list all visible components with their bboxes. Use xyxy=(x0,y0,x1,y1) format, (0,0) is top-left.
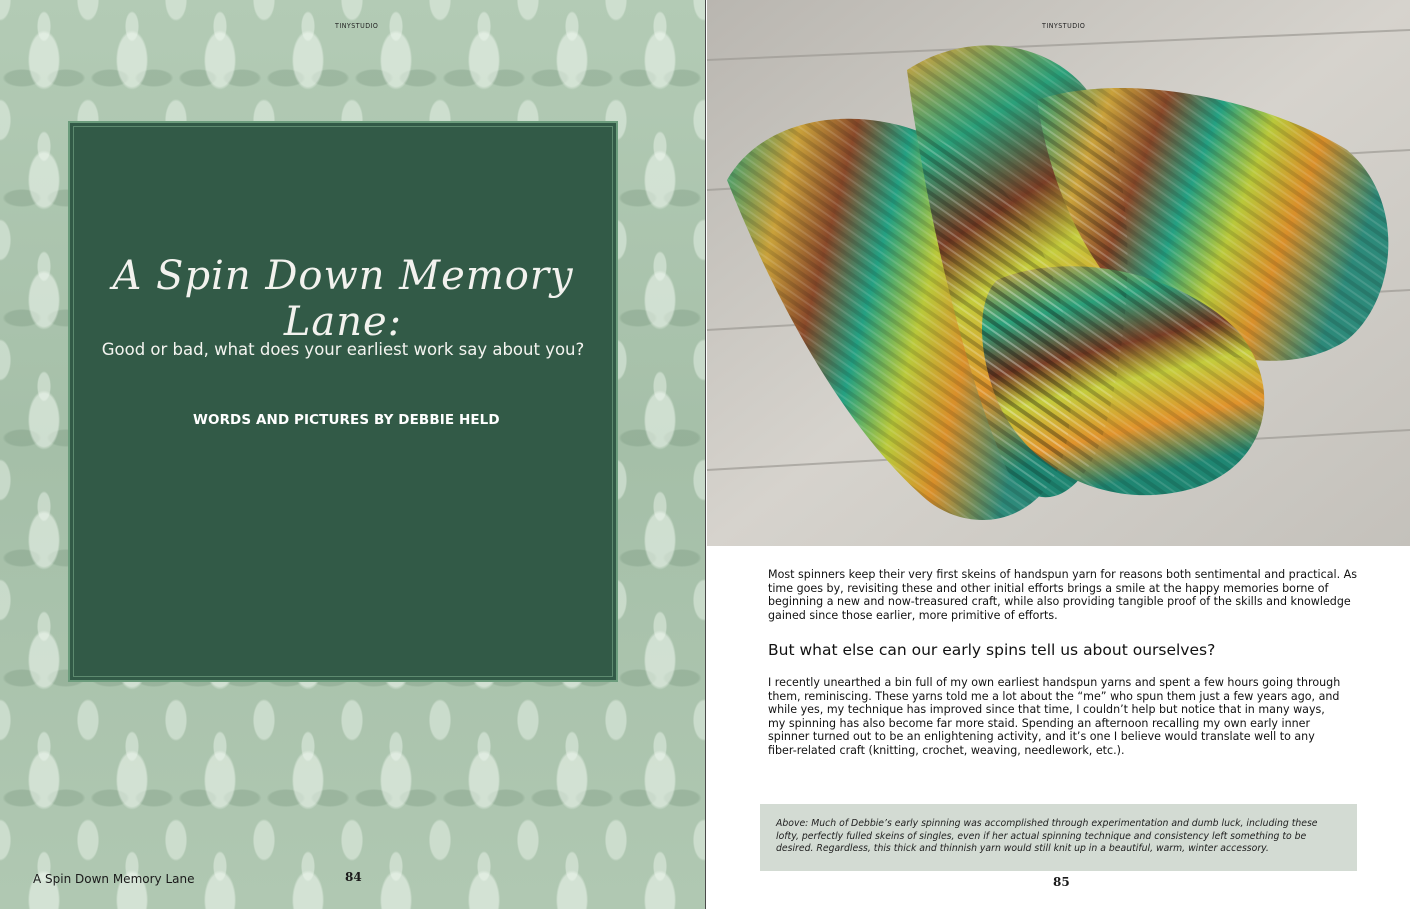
article-title: A Spin Down Memory Lane: xyxy=(112,253,574,345)
yarn-photo-image xyxy=(707,0,1410,546)
byline: WORDS AND PICTURES BY DEBBIE HELD xyxy=(193,412,500,428)
photo-caption: Above: Much of Debbie’s early spinning was accomplished through experimentation and dumb luck, including these lofty, perfectly fulled skeins of singles, even if her actual spinning technique and consistency left something to be desired. Regardless, this thick and thinnish yarn would still knit up in a beautiful, warm, winter accessory. xyxy=(776,818,1318,855)
page-header-label-right: TINYSTUDIO xyxy=(1042,22,1086,30)
title-box xyxy=(68,121,618,682)
section-heading: But what else can our early spins tell us about ourselves? xyxy=(768,641,1216,659)
page-number-right: 85 xyxy=(1053,875,1070,889)
intro-paragraph: Most spinners keep their very first skeins of handspun yarn for reasons both sentimental and practical. As time goes by, revisiting these and other initial efforts brings a smile at the happy memories borne of beginning a new and now-treasured craft, while also providing tangible proof of the skills and knowledge gained since those earlier, more primitive of efforts. xyxy=(768,568,1357,622)
article-subtitle: Good or bad, what does your earliest work say about you? xyxy=(101,340,585,359)
body-paragraph: I recently unearthed a bin full of my own earliest handspun yarns and spent a few hours going through them, reminiscing. These yarns told me a lot about the “me” who spun them just a few years ago, and while yes, my technique has improved since that time, I couldn’t help but notice that in many ways, my spinning has also become far more staid. Spending an afternoon recalling my own early inner spinner turned out to be an enlightening activity, and it’s one I believe would translate well to any fiber-related craft (knitting, crochet, weaving, needlework, etc.). xyxy=(768,676,1341,757)
yarn-photo xyxy=(707,0,1410,546)
page-number-left: 84 xyxy=(345,870,362,884)
page-header-label: TINYSTUDIO xyxy=(335,22,379,30)
photo-caption-box xyxy=(760,804,1357,871)
footer-title: A Spin Down Memory Lane xyxy=(33,872,195,886)
